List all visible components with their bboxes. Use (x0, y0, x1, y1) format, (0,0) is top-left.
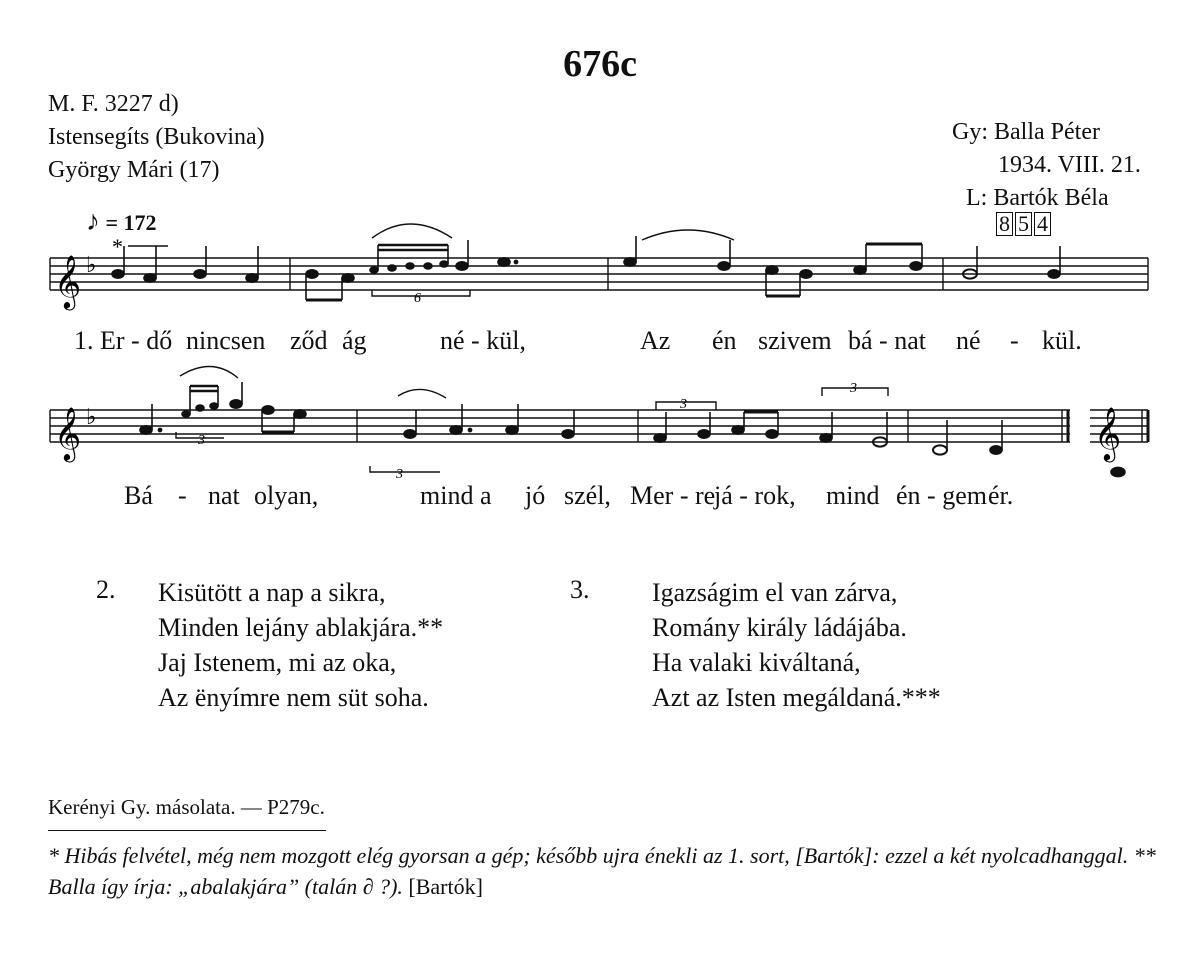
verse-line: Igazságim el van zárva, (652, 578, 898, 607)
box-number: 8 (996, 212, 1013, 236)
verse-number: 2. (96, 575, 116, 604)
verse-line: Jaj Istenem, mi az oka, (158, 648, 397, 677)
verse-line: Romány király ládájába. (652, 613, 907, 642)
verse-line: Azt az Isten megáldaná.*** (652, 683, 941, 712)
lyric-syllable: ág (342, 326, 367, 355)
lyric-syllable: ződ (290, 326, 328, 355)
tuplet-label: 3 (198, 433, 205, 448)
lyric-syllable: já - rok, (714, 481, 796, 510)
lyric-syllable: 1. Er - dő (74, 326, 173, 355)
lyric-syllable: Az (640, 326, 671, 355)
collection-date: 1934. VIII. 21. (998, 152, 1141, 178)
lyric-syllable: nat (208, 481, 240, 510)
flat-icon: ♭ (86, 253, 97, 278)
tuplet-label: 3 (850, 381, 857, 396)
staff-2-notes (140, 382, 1125, 477)
collector: Gy: Balla Péter (952, 119, 1100, 145)
lyric-syllable: én - gem (896, 481, 987, 510)
verse-line: Minden lejány ablakjára.** (158, 613, 444, 642)
footnote-italic: * Hibás felvétel, még nem mozgott elég gyorsan a gép; később ujra énekli az 1. sort, [Bartók]: ezzel a két nyolcadhanggal. ** Balla így írja: „abalakjára” (talán ∂ ?). (48, 843, 1156, 899)
singer: György Mári (17) (48, 157, 220, 183)
treble-clef-icon: 𝄞 (54, 254, 82, 308)
footnote (48, 840, 1158, 902)
flat-icon: ♭ (86, 405, 97, 430)
location: Istensegíts (Bukovina) (48, 124, 265, 150)
verse-line: Ha valaki kiváltaná, (652, 648, 861, 677)
archive-number: M. F. 3227 d) (48, 91, 179, 117)
lyric-syllable: Bá (124, 481, 153, 510)
lyric-syllable: ér. (988, 481, 1014, 510)
lyric-syllable: szivem (758, 326, 832, 355)
verse-lines (652, 575, 941, 715)
lyric-syllable: - (178, 481, 187, 510)
lyric-syllable: mind a (420, 481, 492, 510)
tuplet-label: 3 (396, 467, 403, 482)
staff-1 (50, 258, 1148, 290)
footnote-divider (48, 830, 326, 831)
verse-line: Kisütött a nap a sikra, (158, 578, 386, 607)
box-number: 4 (1034, 212, 1051, 236)
box-number: 5 (1015, 212, 1032, 236)
footnote-roman: [Bartók] (408, 874, 483, 899)
lyric-syllable: né - kül, (440, 326, 526, 355)
staff-2 (50, 410, 1148, 442)
verse-number: 3. (570, 575, 590, 604)
footnote-star-mark: * (112, 234, 123, 259)
tempo-value: = 172 (105, 210, 157, 235)
copy-note: Kerényi Gy. másolata. — P279c. (48, 795, 325, 819)
treble-clef-icon: 𝄞 (54, 406, 82, 460)
lyric-syllable: olyan, (254, 481, 319, 510)
page-title: 676c (563, 43, 637, 85)
lyric-syllable: én (712, 326, 737, 355)
lyric-syllable: bá - nat (848, 326, 926, 355)
lyric-syllable: né (956, 326, 981, 355)
lyric-syllable: mind (826, 481, 880, 510)
lyric-syllable: jó (525, 481, 546, 510)
lyric-syllable: nincsen (186, 326, 266, 355)
tuplet-label: 6 (414, 291, 421, 306)
treble-clef-icon: 𝄞 (1094, 406, 1122, 460)
lyric-syllable: - (1010, 326, 1019, 355)
tuplet-label: 3 (680, 397, 687, 412)
lyric-syllable: szél, (564, 481, 611, 510)
lyric-syllable: Mer - re (630, 481, 716, 510)
verse-line: Az ënyímre nem süt soha. (158, 683, 429, 712)
verse-lines (158, 575, 443, 715)
eighth-note-icon: ♪ (86, 206, 100, 237)
transcriber: L: Bartók Béla (966, 185, 1109, 211)
lyric-syllable: kül. (1042, 326, 1082, 355)
